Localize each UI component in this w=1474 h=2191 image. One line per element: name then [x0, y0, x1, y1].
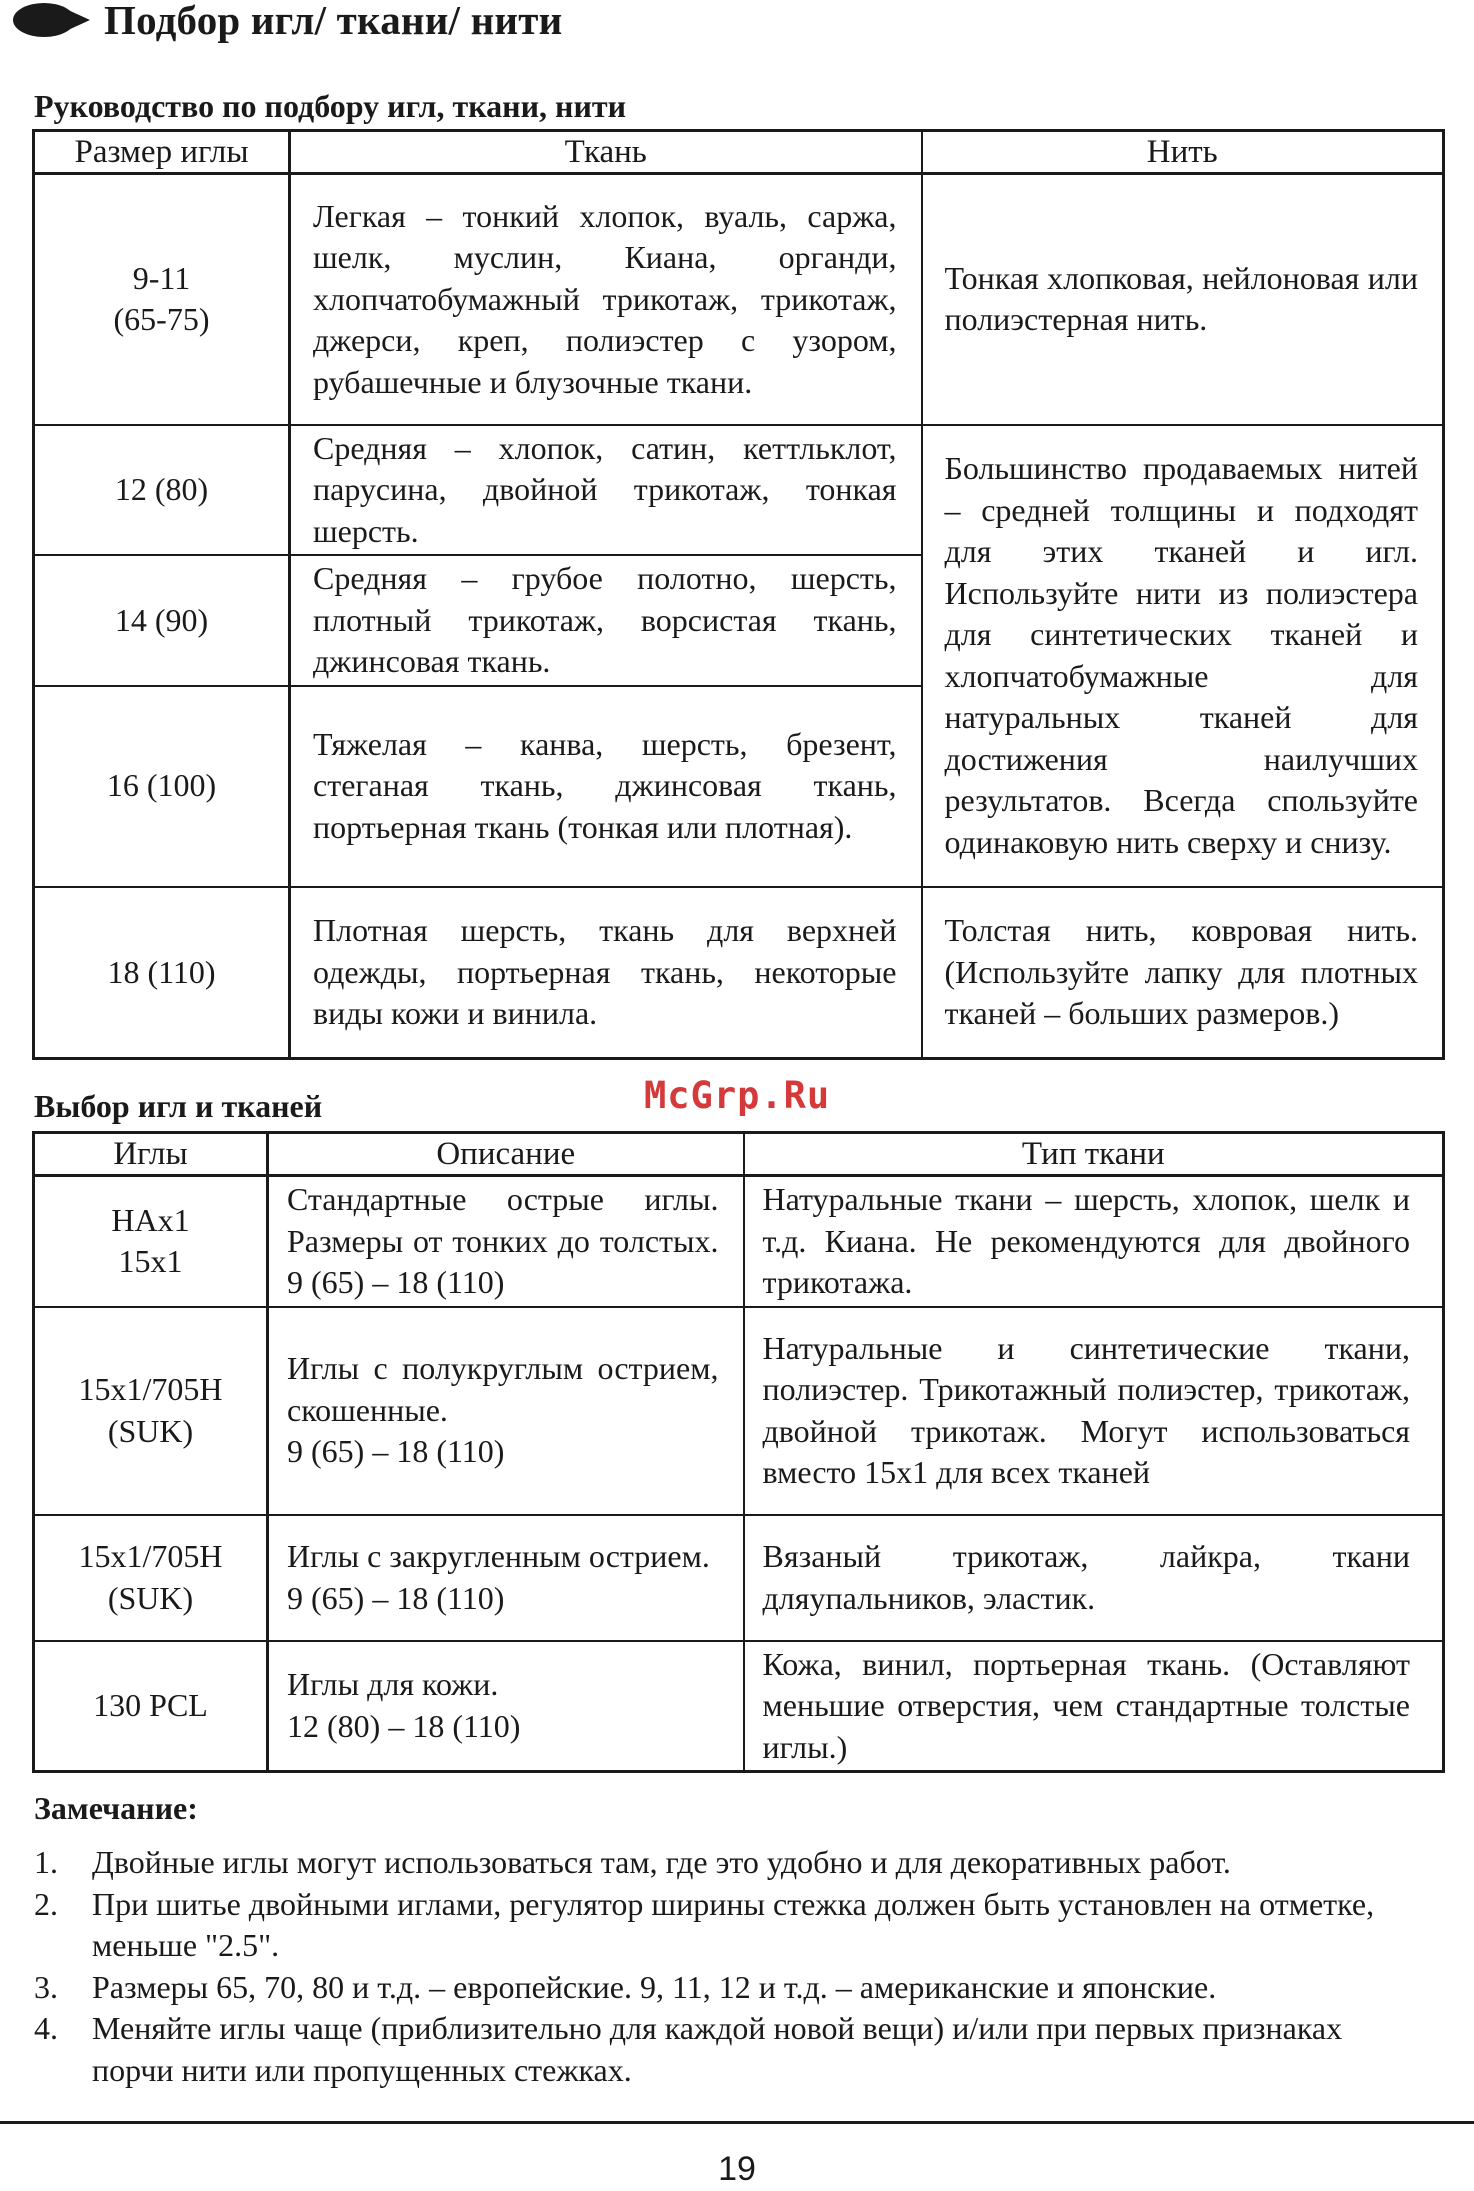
list-item-number: 3.: [34, 1968, 58, 2005]
fabric-cell: Средняя – грубое полотно, шерсть, плотный трикотаж, ворсистая ткань, джинсовая ткань.: [290, 555, 922, 686]
column-header: Тип ткани: [744, 1133, 1444, 1176]
column-header: Нить: [922, 131, 1444, 174]
fabric-cell: Тяжелая – канва, шерсть, брезент, стеганая ткань, джинсовая ткань, портьерная ткань (тонкая или плотная).: [290, 686, 922, 887]
fabric-type-cell: Натуральные и синтетические ткани, полиэстер. Трикотажный полиэстер, трикотаж, двойной трикотаж. Могут использоваться вместо 15x1 для всех тканей: [744, 1307, 1444, 1515]
fabric-cell: Легкая – тонкий хлопок, вуаль, саржа, шелк, муслин, Киана, органди, хлопчатобумажный трикотаж, трикотаж, джерси, креп, полиэстер с узором, рубашечные и блузочные ткани.: [290, 174, 922, 425]
needle-fabric-table: [32, 1131, 1445, 1773]
table-row: [34, 1176, 1444, 1307]
needle-guide-table: [32, 129, 1445, 1060]
list-item-text: Размеры 65, 70, 80 и т.д. – европейские. 9, 11, 12 и т.д. – американские и японские.: [92, 1968, 1217, 2005]
table-row: [34, 425, 1444, 556]
column-header: Описание: [268, 1133, 744, 1176]
list-item: [34, 1967, 1424, 2009]
needle-type-cell: HAx1 15x1: [34, 1176, 268, 1307]
page-title-text: Подбор игл/ ткани/ нити: [104, 0, 563, 43]
needle-size-cell: 16 (100): [34, 686, 290, 887]
table-header-row: [34, 131, 1444, 174]
list-item-number: 4.: [34, 2010, 58, 2046]
notes-title: Замечание:: [34, 1790, 198, 1826]
fabric-cell: Плотная шерсть, ткань для верхней одежды, портьерная ткань, некоторые виды кожи и винила.: [290, 887, 922, 1059]
column-header: Иглы: [34, 1133, 268, 1176]
table-header-row: [34, 1133, 1444, 1176]
description-cell: Иглы с закругленным острием. 9 (65) – 18 (110): [268, 1515, 744, 1641]
column-header: Размер иглы: [34, 131, 290, 174]
table-row: [34, 1307, 1444, 1515]
footer-divider: [0, 2121, 1474, 2124]
description-cell: Иглы с полукруглым острием, скошенные. 9 (65) – 18 (110): [268, 1307, 744, 1515]
page-number: 19: [718, 2150, 756, 2188]
fabric-type-cell: Кожа, винил, портьерная ткань. (Оставляют меньшие отверстия, чем стандартные толстые иглы.): [744, 1641, 1444, 1772]
list-item-text: При шитье двойными иглами, регулятор ширины стежка должен быть установлен на отметке, меньше "2.5".: [92, 1885, 1375, 1963]
needle-guide-title: Руководство по подбору игл, ткани, нити: [34, 88, 627, 124]
description-cell: Стандартные острые иглы. Размеры от тонких до толстых. 9 (65) – 18 (110): [268, 1176, 744, 1307]
column-header: Ткань: [290, 131, 922, 174]
table-row: [34, 887, 1444, 1059]
needle-type-cell: 15x1/705H (SUK): [34, 1307, 268, 1515]
table-row: [34, 174, 1444, 425]
list-item-text: Меняйте иглы чаще (приблизительно для каждой новой вещи) и/или при первых признаках порчи нити или пропущенных стежках.: [92, 2010, 1343, 2088]
needle-size-cell: 9-11 (65-75): [34, 174, 290, 425]
notes-list: [34, 1842, 1424, 2091]
list-item-text: Двойные иглы могут использоваться там, где это удобно и для декоративных работ.: [92, 1844, 1231, 1880]
list-item-number: 1.: [34, 1844, 58, 1880]
fabric-cell: Средняя – хлопок, сатин, кеттльклот, парусина, двойной трикотаж, тонкая шерсть.: [290, 425, 922, 556]
list-item-number: 2.: [34, 1885, 58, 1922]
description-cell: Иглы для кожи. 12 (80) – 18 (110): [268, 1641, 744, 1772]
needle-type-cell: 15x1/705H (SUK): [34, 1515, 268, 1641]
page-title: [10, 0, 562, 42]
needle-type-cell: 130 PCL: [34, 1641, 268, 1772]
watermark: McGrp.Ru: [644, 1074, 831, 1117]
needle-fabric-title: Выбор игл и тканей: [34, 1088, 323, 1124]
fabric-type-cell: Натуральные ткани – шерсть, хлопок, шелк и т.д. Киана. Не рекомендуются для двойного трикотажа.: [744, 1176, 1444, 1307]
table-row: [34, 1515, 1444, 1641]
needle-size-cell: 12 (80): [34, 425, 290, 556]
needle-size-cell: 18 (110): [34, 887, 290, 1059]
thread-cell: Толстая нить, ковровая нить. (Используйте лапку для плотных тканей – больших размеров.): [922, 887, 1444, 1059]
list-item: [34, 1884, 1424, 1967]
thread-cell: Тонкая хлопковая, нейлоновая или полиэстерная нить.: [922, 174, 1444, 425]
list-item: [34, 1842, 1424, 1884]
table-row: [34, 1641, 1444, 1772]
needle-size-cell: 14 (90): [34, 555, 290, 686]
fabric-type-cell: Вязаный трикотаж, лайкра, ткани дляупальников, эластик.: [744, 1515, 1444, 1641]
thread-cell: Большинство продаваемых нитей – средней толщины и подходят для этих тканей и игл. Используйте нити из полиэстера для синтетических тканей и хлопчатобумажные для натуральных тканей для достижения наилучших результатов. Всегда спользуйте одинаковую нить сверху и снизу.: [922, 425, 1444, 887]
list-item: [34, 2008, 1424, 2091]
pointer-marker-icon: [10, 0, 94, 40]
